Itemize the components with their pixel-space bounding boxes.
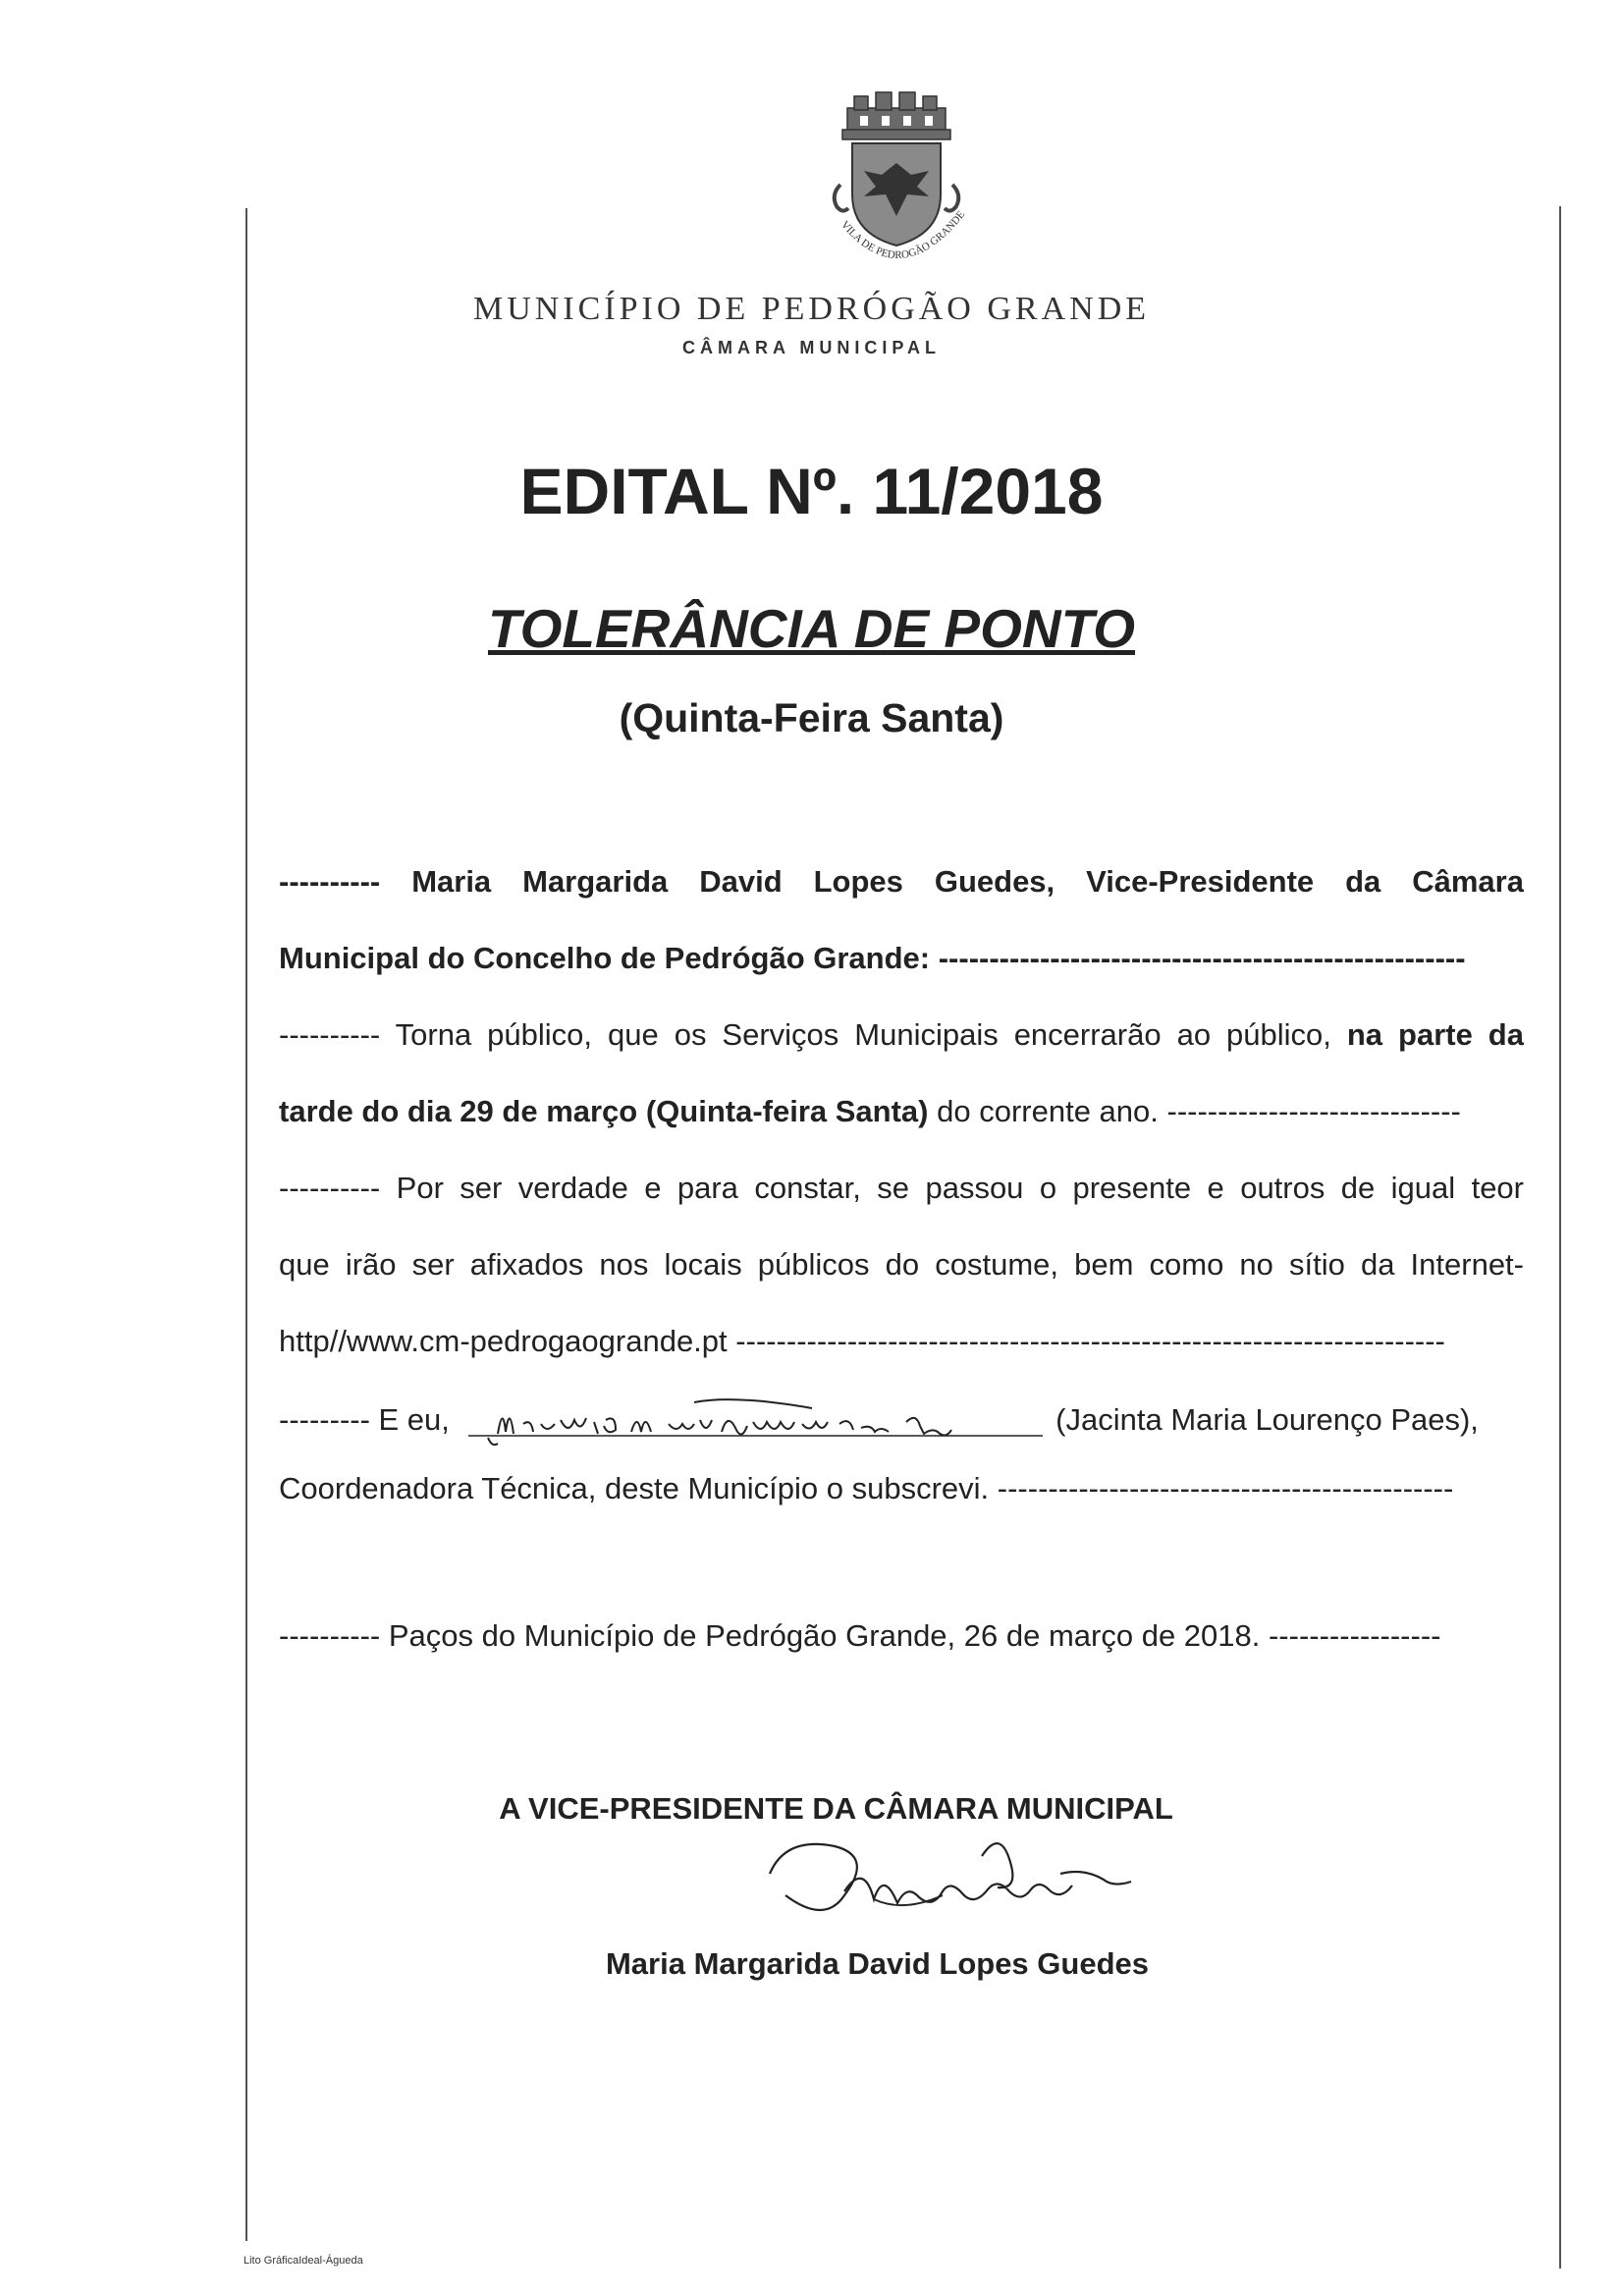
municipality-name: MUNICÍPIO DE PEDRÓGÃO GRANDE [472,291,1151,327]
dashes: ---------------------------------------------------- [938,941,1466,975]
crest-motto: VILA DE PEDROGÃO GRANDE [838,208,968,262]
signatory-name: Maria Margarida David Lopes Guedes [605,1946,1149,1981]
announcement-bold: na parte da [1346,1017,1524,1052]
document-title: EDITAL Nº. 11/2018 [519,455,1104,527]
paragraph-2-line-1 [279,1015,1524,1055]
coat-of-arms-icon [803,86,990,283]
document-subtitle: TOLERÂNCIA DE PONTO [487,598,1136,659]
jacinta-signature-icon [459,1394,1048,1448]
paragraph-2-line-2 [279,1092,1524,1131]
subscriber-name: (Jacinta Maria Lourenço Paes), [1055,1402,1479,1437]
subscriber-intro: --------- E eu, [279,1402,450,1437]
paragraph-3-line-2: que irão ser afixados nos locais públicos do costume, bem como no sítio da Internet- [279,1247,1524,1282]
date-bold: tarde do dia 29 de março (Quinta-feira Santa) [279,1094,929,1128]
signatory-title: A VICE-PRESIDENTE DA CÂMARA MUNICIPAL [499,1791,1173,1826]
council-reference: Municipal do Concelho de Pedrógão Grande: [279,941,931,975]
document-subsubtitle: (Quinta-Feira Santa) [619,695,1004,740]
printer-credit: Lito GráficaIdeal-Águeda [243,2255,363,2267]
announcement-text: ---------- Torna público, que os Serviços Municipais encerrarão ao público, [279,1017,1331,1052]
paragraph-1-line-1 [279,862,1524,902]
council-name: CÂMARA MUNICIPAL [682,338,941,357]
dashes: ---------- [279,864,381,899]
vice-president-intro: Maria Margarida David Lopes Guedes, Vice-Presidente da Câmara [411,864,1524,899]
announcement-end: do corrente ano. ----------------------------- [937,1094,1461,1128]
paragraph-4-line-1 [279,1393,1524,1448]
paragraph-1-line-2 [279,939,1524,978]
paragraph-3-line-3: http//www.cm-pedrogaogrande.pt ---------------------------------------------------------------------- [279,1324,1445,1358]
place-and-date: ---------- Paços do Município de Pedrógão Grande, 26 de março de 2018. ----------------- [279,1618,1441,1653]
vice-president-signature-icon [766,1827,1178,1944]
paragraph-3-line-1: ---------- Por ser verdade e para constar, se passou o presente e outros de igual teor [279,1171,1524,1205]
paragraph-4-line-2: Coordenadora Técnica, deste Município o subscrevi. --------------------------------------------- [279,1471,1454,1505]
